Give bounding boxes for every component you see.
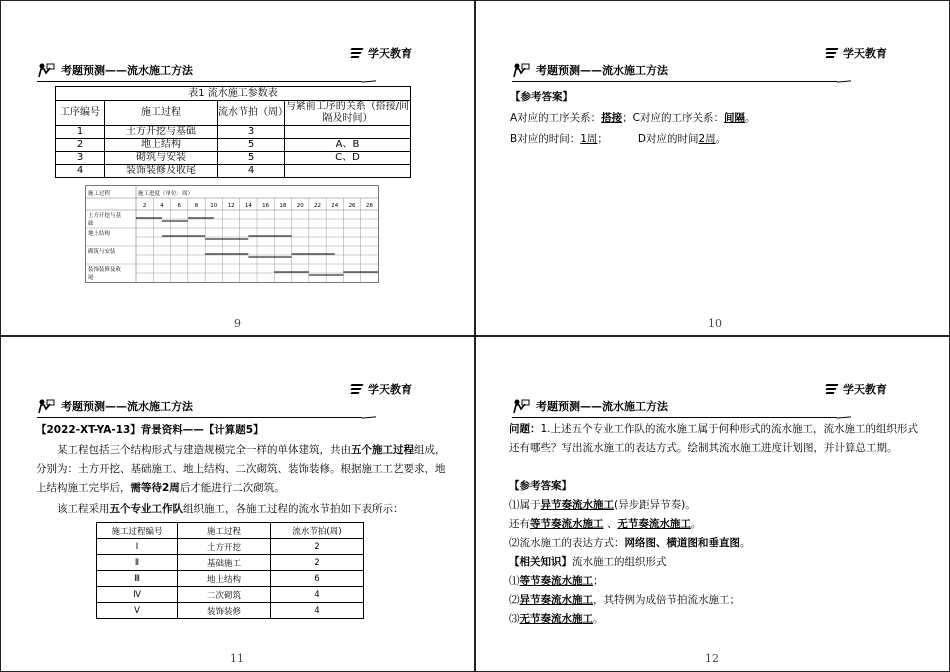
answer-keyword: 无节奏流水施工 [519, 613, 593, 625]
brand-name: 学天教育 [368, 383, 412, 396]
table-cell: 3 [218, 126, 285, 139]
text-span: ⑶ [509, 613, 520, 625]
table-cell: 2 [271, 539, 364, 555]
gantt-process-header: 施工过程 [88, 191, 111, 197]
table-header: 施工过程 [178, 523, 271, 539]
text-span: 。 [715, 133, 727, 145]
text-span: ；C对应的工序关系： [622, 112, 725, 124]
text-span: ⑵ [509, 594, 520, 606]
page-number: 11 [230, 652, 244, 665]
page-number: 12 [705, 652, 719, 665]
text-span: 组织施工，各施工过程的流水节拍如下表所示： [183, 503, 404, 515]
table-cell: C、D [285, 152, 411, 165]
table-cell [285, 126, 411, 139]
emphasis-text: 五个专业工作队 [109, 503, 183, 515]
table-header: 流水节拍(周) [271, 523, 364, 539]
answer-keyword: 2周 [698, 133, 716, 145]
text-span: (异步距异节奏)。 [614, 499, 696, 511]
text-span: A对应的工序关系： [510, 112, 602, 124]
gantt-svg [86, 186, 378, 282]
table-row [97, 555, 364, 571]
text-span: D对应的时间 [637, 133, 699, 145]
gantt-row-label: 土方开挖与基础 [88, 213, 122, 227]
text-span: 组成，分别为：土方开挖、基础施工、地上结构、二次砌筑、装饰装修。根据施工工艺要求，地上结构施工完毕后， [36, 444, 446, 494]
gantt-tick-label: 8 [194, 203, 199, 209]
answer-keyword: 无节奏流水施工 [617, 518, 691, 530]
text-span: ； [597, 133, 608, 145]
table-cell: 2 [56, 139, 105, 152]
text-span: ⑴属于 [509, 499, 541, 511]
table-cell: 5 [218, 152, 285, 165]
brand-logo [826, 45, 887, 61]
answer-keyword: 1周 [580, 133, 598, 145]
header-rule [512, 81, 837, 82]
gantt-tick-label: 14 [244, 203, 252, 209]
gantt-tick-label: 26 [348, 203, 356, 209]
table-cell: 4 [271, 603, 364, 619]
gantt-tick-label: 2 [142, 203, 147, 209]
flow-beat-table [96, 522, 364, 619]
slide-header [512, 62, 668, 78]
answer-line-1 [510, 108, 756, 129]
answer-keyword: 等节奏流水施工 [519, 575, 593, 587]
gantt-chart [85, 185, 379, 283]
gantt-tick-label: 6 [177, 203, 181, 209]
brand-name: 学天教育 [843, 383, 887, 396]
gantt-tick-label: 24 [331, 203, 339, 209]
text-span: 流水施工的组织形式 [572, 556, 667, 568]
params-table [55, 86, 411, 178]
answer-keyword: 异节奏流水施工 [519, 594, 593, 606]
question-text [509, 420, 924, 458]
text-span: 。 [690, 518, 702, 530]
table-cell: 4 [218, 165, 285, 178]
table-title: 表1 流水施工参数表 [56, 87, 411, 101]
teacher-icon [512, 398, 530, 414]
answer-line-1 [509, 496, 924, 515]
answer-keyword: 间隔 [724, 112, 746, 124]
table-cell: 5 [218, 139, 285, 152]
table-cell: A、B [285, 139, 411, 152]
gantt-tick-label: 20 [296, 203, 304, 209]
slide-page-10 [475, 0, 950, 336]
table-cell: Ⅴ [97, 603, 178, 619]
brand-logo [826, 381, 887, 397]
table-cell: 土方开挖与基础 [105, 126, 218, 139]
table-cell: Ⅲ [97, 571, 178, 587]
teacher-icon [37, 398, 55, 414]
table-header: 流水节拍（周） [218, 101, 285, 126]
table-row [56, 139, 411, 152]
answer-keyword: 异节奏流水施工 [540, 499, 614, 511]
table-cell: 装饰装修 [178, 603, 271, 619]
teacher-icon [37, 62, 55, 78]
answer-block [509, 477, 924, 629]
answer-line-2 [509, 515, 924, 534]
question-label: 问题： [509, 423, 541, 435]
table-row [56, 126, 411, 139]
header-title: 考题预测——流水施工方法 [536, 400, 668, 413]
table-cell: 地上结构 [105, 139, 218, 152]
table-cell: 土方开挖 [178, 539, 271, 555]
text-span: 、 [603, 518, 618, 530]
table-cell: Ⅱ [97, 555, 178, 571]
header-title: 考题预测——流水施工方法 [536, 64, 668, 77]
table-cell: 1 [56, 126, 105, 139]
header-rule [37, 81, 362, 82]
answer-line-2 [510, 129, 726, 150]
table-cell: 砌筑与安装 [105, 152, 218, 165]
text-span: ； [593, 575, 604, 587]
brand-logo [351, 381, 412, 397]
header-rule [512, 417, 837, 418]
slide-page-9 [0, 0, 475, 336]
text-span: B对应的时间： [510, 133, 581, 145]
text-span: 1.上述五个专业工作队的流水施工属于何种形式的流水施工，流水施工的组织形式还有哪些？写出流水施工的表达方式。绘制其流水施工进度计划图，并计算总工期。 [509, 423, 919, 454]
answer-label: 【参考答案】 [510, 91, 573, 103]
table-cell: 基础施工 [178, 555, 271, 571]
table-cell: 3 [56, 152, 105, 165]
table-cell: 装饰装修及收尾 [105, 165, 218, 178]
gantt-row-label: 装饰装修及收尾 [88, 267, 122, 281]
text-span: ，其特例为成倍节拍流水施工； [593, 594, 740, 606]
table-row [56, 152, 411, 165]
table-row [97, 571, 364, 587]
text-span: ⑵流水施工的表达方式： [509, 537, 625, 549]
text-span: 某工程包括三个结构形式与建造规模完全一样的单体建筑，共由 [57, 444, 351, 456]
gantt-row-label: 砌筑与安装 [88, 249, 116, 255]
slide-header [512, 398, 668, 414]
text-span: 该工程采用 [57, 503, 110, 515]
gantt-row-label: 地上结构 [88, 231, 111, 237]
table-header: 施工过程编号 [97, 523, 178, 539]
background-paragraph-1 [36, 441, 446, 498]
answer-keyword: 搭接 [601, 112, 623, 124]
related-line-1 [509, 572, 924, 591]
gantt-tick-label: 18 [279, 203, 287, 209]
table-cell: 6 [271, 571, 364, 587]
text-span: 。 [745, 112, 756, 124]
text-span: 。 [593, 613, 604, 625]
table-row [97, 603, 364, 619]
table-header: 施工过程 [105, 101, 218, 126]
related-line-2 [509, 591, 924, 610]
page-number: 9 [234, 317, 241, 330]
brand-logo-icon [351, 48, 365, 58]
brand-logo-icon [351, 384, 365, 394]
question-tag: 【2022-XT-YA-13】背景资料——【计算题5】 [36, 424, 264, 436]
answer-label: 【参考答案】 [509, 480, 572, 492]
text-span: 还有 [509, 518, 530, 530]
gantt-tick-label: 12 [227, 203, 235, 209]
table-cell: 2 [271, 555, 364, 571]
related-line-3 [509, 610, 924, 629]
gantt-tick-label: 16 [262, 203, 270, 209]
table-cell: Ⅰ [97, 539, 178, 555]
background-paragraph-2 [36, 500, 446, 519]
table-header: 与紧前工序的关系（搭接/间隔及时间） [285, 101, 410, 124]
gantt-tick-label: 28 [365, 203, 373, 209]
brand-logo [351, 45, 412, 61]
table-row [56, 165, 411, 178]
table-cell: 4 [271, 587, 364, 603]
table-row [97, 539, 364, 555]
table-cell: Ⅳ [97, 587, 178, 603]
emphasis-text: 五个施工过程 [351, 444, 414, 456]
answer-keyword: 等节奏流水施工 [530, 518, 604, 530]
emphasis-text: 需等待2周 [130, 482, 180, 494]
table-cell [285, 165, 411, 178]
gantt-tick-label: 22 [314, 203, 321, 209]
text-span: 后才能进行二次砌筑。 [179, 482, 285, 494]
gantt-tick-label: 4 [160, 203, 164, 209]
brand-name: 学天教育 [368, 47, 412, 60]
header-rule [37, 417, 362, 418]
teacher-icon [512, 62, 530, 78]
gantt-progress-header: 施工进度（单位：周） [138, 191, 194, 197]
slide-header [37, 62, 193, 78]
brand-logo-icon [826, 384, 840, 394]
text-span: ⑴ [509, 575, 520, 587]
text-span: 。 [740, 537, 751, 549]
brand-name: 学天教育 [843, 47, 887, 60]
table-row [97, 587, 364, 603]
answer-keyword: 网络图、横道图和垂直图 [624, 537, 740, 549]
table-cell: 地上结构 [178, 571, 271, 587]
related-knowledge-line [509, 553, 924, 572]
answer-line-3 [509, 534, 924, 553]
table-cell: 4 [56, 165, 105, 178]
related-label: 【相关知识】 [509, 556, 572, 568]
table-header: 工序编号 [56, 101, 105, 126]
gantt-tick-label: 10 [210, 203, 218, 209]
slide-header [37, 398, 193, 414]
brand-logo-icon [826, 48, 840, 58]
table-cell: 二次砌筑 [178, 587, 271, 603]
page-number: 10 [708, 317, 722, 330]
header-title: 考题预测——流水施工方法 [61, 400, 193, 413]
header-title: 考题预测——流水施工方法 [61, 64, 193, 77]
